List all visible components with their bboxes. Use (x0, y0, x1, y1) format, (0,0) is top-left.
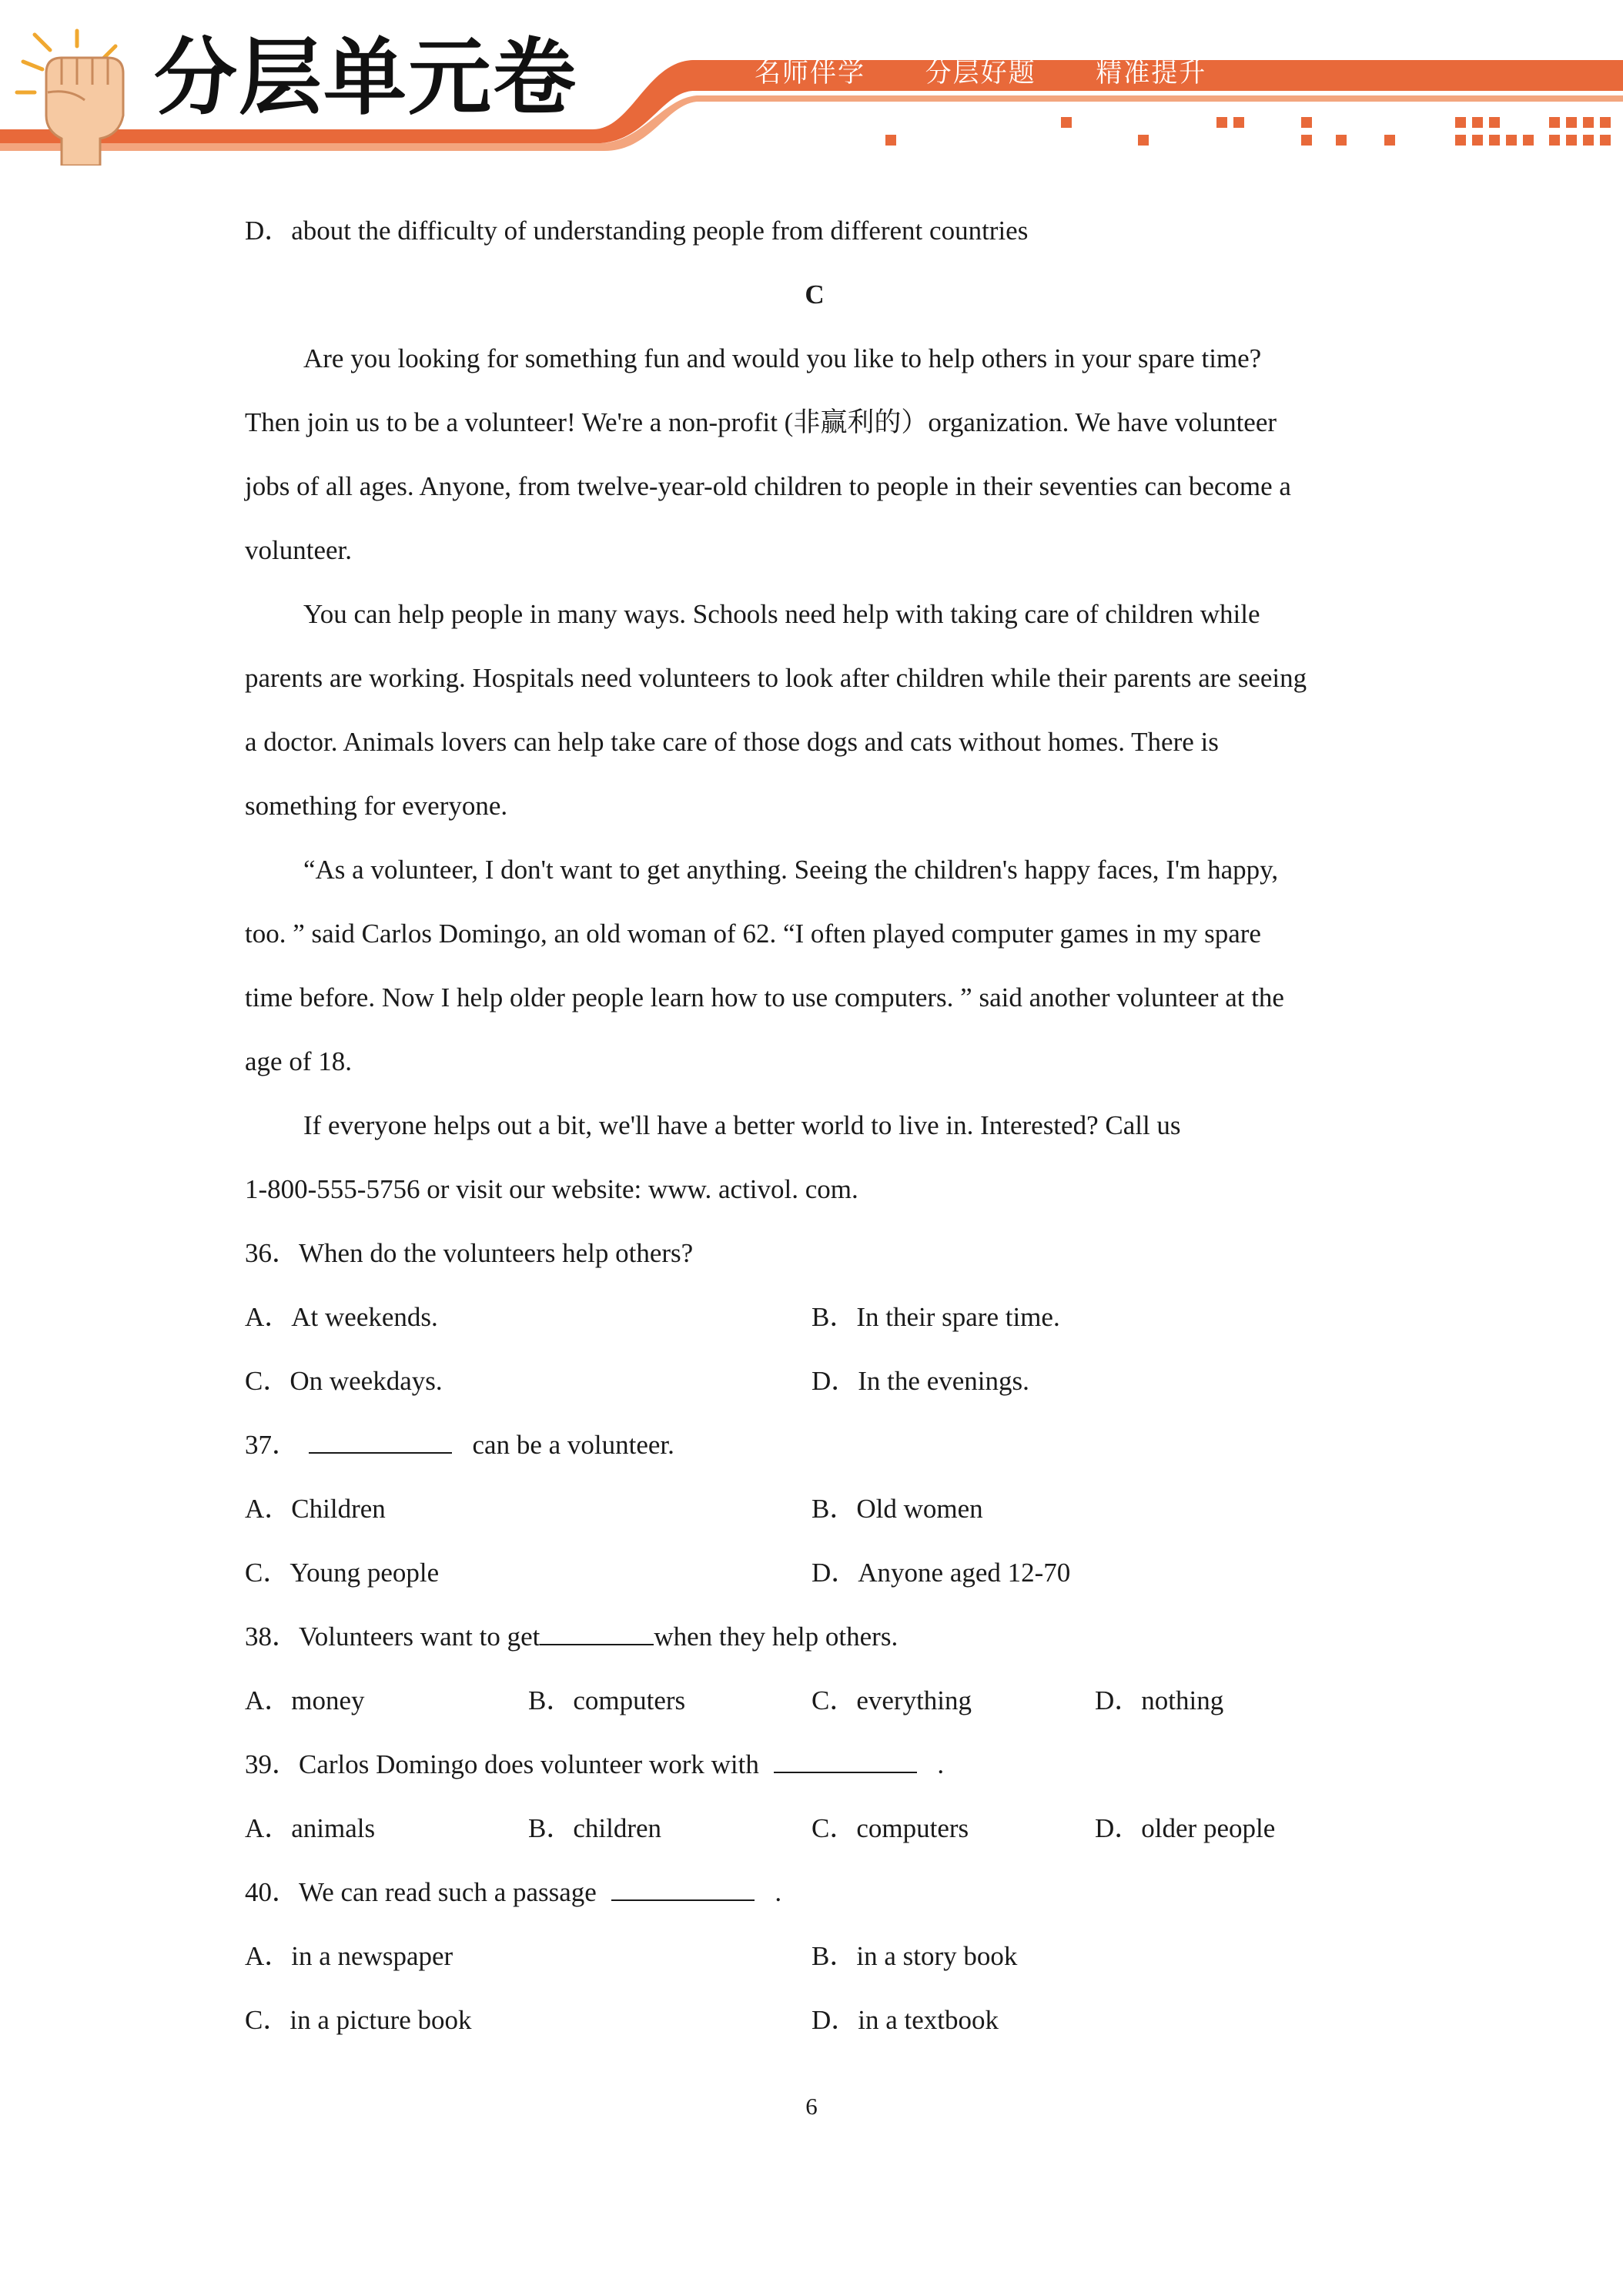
question-stem (245, 1428, 674, 1462)
answer-blank (309, 1429, 452, 1454)
option-c: C．Young people (245, 1558, 440, 1588)
option-b: B．computers (528, 1685, 686, 1715)
option-b: B．children (528, 1813, 662, 1843)
passage-line: volunteer. (245, 535, 352, 565)
option-c: C．On weekdays. (245, 1366, 443, 1396)
option-a: A．in a newspaper (245, 1941, 453, 1971)
question-text: 38．Volunteers want to get (245, 1622, 540, 1652)
passage-line: a doctor. Animals lovers can help take care of those dogs and cats without homes. There is (245, 727, 1219, 757)
passage-line: You can help people in many ways. Schools need help with taking care of children while (303, 599, 1260, 629)
question-stem (245, 1748, 944, 1782)
question-text: 40．We can read such a passage (245, 1877, 597, 1907)
passage-line: 1-800-555-5756 or visit our website: www. activol. com. (245, 1174, 858, 1204)
header-slogan: 名师伴学 分层好题 精准提升 (755, 58, 1207, 89)
passage-line: time before. Now I help older people learn how to use computers. ” said another volunteer at the (245, 982, 1284, 1012)
option-c: C．in a picture book (245, 2005, 472, 2035)
question-number: 37． (245, 1430, 300, 1460)
passage-line: something for everyone. (245, 791, 508, 821)
passage-line: jobs of all ages. Anyone, from twelve-year-old children to people in their seventies can become a (245, 471, 1291, 501)
passage-line: Then join us to be a volunteer! We're a non-profit (非赢利的）organization. We have volunteer (245, 407, 1277, 437)
option-d: D．in a textbook (812, 2005, 999, 2035)
brand-title: 分层单元卷 (154, 30, 578, 126)
option-a: A．Children (245, 1494, 386, 1524)
question-text: . (937, 1749, 945, 1779)
page-number: 6 (805, 2093, 818, 2120)
passage-line: parents are working. Hospitals need volunteers to look after children while their parents are seeing (245, 663, 1307, 693)
question-text: . (775, 1877, 782, 1907)
passage-line: If everyone helps out a bit, we'll have a better world to live in. Interested? Call us (303, 1110, 1181, 1140)
answer-blank (774, 1749, 917, 1773)
option-c: C．computers (812, 1813, 969, 1843)
question-text: can be a volunteer. (472, 1430, 674, 1460)
option-a: A．animals (245, 1813, 376, 1843)
option-a: A．money (245, 1685, 365, 1715)
passage-line: age of 18. (245, 1046, 352, 1076)
answer-blank (540, 1621, 654, 1645)
answer-blank (611, 1876, 755, 1901)
q35-option-d: D．about the difficulty of understanding people from different countries (245, 216, 1029, 246)
passage-line: too. ” said Carlos Domingo, an old woman of 62. “I often played computer games in my spare (245, 919, 1261, 949)
header-banner (0, 0, 1623, 166)
question-text: 39．Carlos Domingo does volunteer work with (245, 1749, 759, 1779)
section-heading: C (805, 279, 825, 310)
question-text: when they help others. (654, 1622, 899, 1652)
option-c: C．everything (812, 1685, 972, 1715)
option-d: D．Anyone aged 12-70 (812, 1558, 1071, 1588)
option-b: B．In their spare time. (812, 1302, 1060, 1332)
option-d: D．In the evenings. (812, 1366, 1029, 1396)
question-stem (245, 1620, 898, 1654)
question-stem: 36．When do the volunteers help others? (245, 1238, 694, 1268)
option-d: D．nothing (1095, 1685, 1224, 1715)
passage-line: “As a volunteer, I don't want to get anything. Seeing the children's happy faces, I'm happy, (303, 855, 1279, 885)
option-d: D．older people (1095, 1813, 1276, 1843)
option-b: B．Old women (812, 1494, 983, 1524)
header-dot-pattern (885, 117, 1611, 146)
passage-line: Are you looking for something fun and would you like to help others in your spare time? (303, 343, 1262, 373)
option-b: B．in a story book (812, 1941, 1018, 1971)
option-a: A．At weekends. (245, 1302, 438, 1332)
question-stem (245, 1876, 781, 1909)
